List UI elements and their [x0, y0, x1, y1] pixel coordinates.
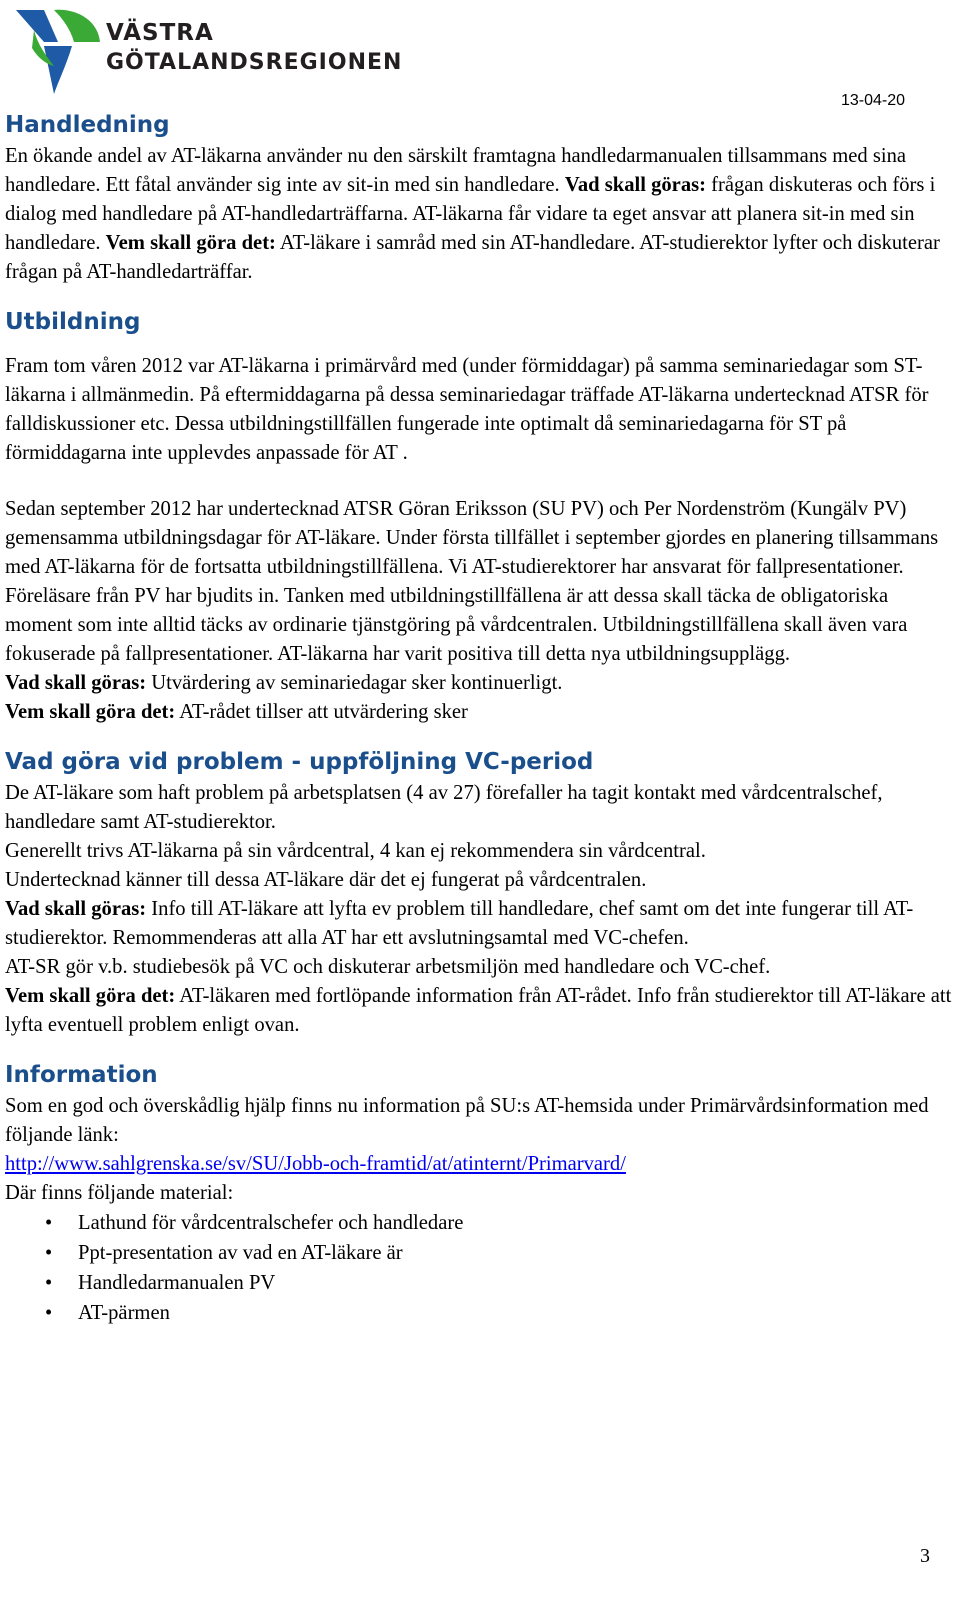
problem-todo-label: Vad skall göras: — [5, 898, 147, 920]
document-date: 13-04-20 — [840, 92, 905, 109]
logo-text-line1: VÄSTRA — [106, 20, 214, 46]
handledning-intro: En ökande andel av AT-läkarna använder nu den särskilt framtagna handledarmanualen tillsammans med sina handledare. Ett fåtal använder sig inte av sit-in med sin handledare. — [5, 145, 907, 196]
logo-text-line2: GÖTALANDSREGIONEN — [106, 50, 403, 75]
bullet-icon: • — [45, 1302, 53, 1324]
problem-who-label: Vem skall göra det: — [5, 985, 176, 1007]
section-title-information: Information — [5, 1062, 158, 1088]
list-item — [5, 1208, 960, 1238]
information-paragraph-2: Där finns följande material: — [5, 1182, 234, 1204]
problem-todo — [5, 895, 960, 953]
utbildning-who — [5, 698, 960, 727]
utbildning-who-label: Vem skall göra det: — [5, 701, 176, 723]
page-number: 3 — [920, 1545, 930, 1567]
problem-paragraph-2: Generellt trivs AT-läkarna på sin vårdcentral, 4 kan ej rekommendera sin vårdcentral. — [5, 840, 706, 862]
vgr-logo-mark-icon — [14, 6, 104, 98]
list-item — [5, 1298, 960, 1328]
problem-paragraph-1: De AT-läkare som haft problem på arbetsplatsen (4 av 27) förefaller ha tagit kontakt med vårdcentralschef, handledare samt AT-studierektor. — [5, 782, 883, 833]
list-item-text: Handledarmanualen PV — [78, 1272, 276, 1294]
utbildning-paragraph-1: Fram tom våren 2012 var AT-läkarna i primärvård med (under förmiddagar) på samma seminariedagar som ST-läkarna i allmänmedin. På eftermiddagarna på dessa seminariedagar träffade AT-läkarna undertecknad ATSR för falldiskussioner etc. Dessa utbildningstillfällen fungerade inte optimalt då seminariedagarna för ST på förmiddagarna inte upplevdes anpassade för AT . — [5, 355, 929, 464]
document-body — [5, 108, 960, 1328]
problem-who-text: AT-läkaren med fortlöpande information från AT-rådet. Info från studierektor till AT-läkare att lyfta eventuell problem enligt ovan. — [5, 985, 952, 1036]
problem-todo-text: Info till AT-läkare att lyfta ev problem till handledare, chef samt om det inte fungerar till AT-studierektor. Remommenderas att alla AT har ett avslutningsamtal med VC-chefen. — [5, 898, 914, 949]
list-item-text: Lathund för vårdcentralschefer och handledare — [78, 1212, 464, 1234]
list-item — [5, 1238, 960, 1268]
section-title-handledning: Handledning — [5, 112, 170, 138]
utbildning-todo — [5, 669, 960, 698]
material-list — [5, 1208, 960, 1328]
handledning-paragraph — [5, 142, 960, 287]
bullet-icon: • — [45, 1242, 53, 1264]
problem-paragraph-4: AT-SR gör v.b. studiebesök på VC och diskuterar arbetsmiljön med handledare och VC-chef. — [5, 956, 771, 978]
problem-paragraph-3: Undertecknad känner till dessa AT-läkare där det ej fungerat på vårdcentralen. — [5, 869, 647, 891]
vgr-logo — [14, 6, 414, 98]
handledning-who-label: Vem skall göra det: — [105, 232, 276, 254]
handledning-todo-label: Vad skall göras: — [564, 174, 706, 196]
utbildning-paragraph-2: Sedan september 2012 har undertecknad ATSR Göran Eriksson (SU PV) och Per Nordenström (Kungälv PV) gemensamma utbildningsdagar för AT-läkare. Under första tillfället i september gjordes en planering tillsammans med AT-läkarna för de fortsatta utbildningstillfällena. Vi AT-studierektorer har ansvarat för fallpresentationer. Föreläsare från PV har bjudits in. Tanken med utbildningstillfällena är att dessa skall täcka de obligatoriska moment som inte alltid täcks av ordinarie tjänstgöring på vårdcentralen. Utbildningstillfällena skall även vara fokuserade på fallpresentationer. AT-läkarna har varit positiva till detta nya utbildningsupplägg. — [5, 498, 939, 665]
information-paragraph-1: Som en god och överskådlig hjälp finns nu information på SU:s AT-hemsida under Primärvårdsinformation med följande länk: — [5, 1095, 929, 1146]
utbildning-todo-label: Vad skall göras: — [5, 672, 147, 694]
list-item-text: Ppt-presentation av vad en AT-läkare är — [78, 1242, 403, 1264]
utbildning-todo-text: Utvärdering av seminariedagar sker kontinuerligt. — [146, 672, 563, 694]
section-title-utbildning: Utbildning — [5, 309, 141, 335]
information-link-line — [5, 1150, 960, 1179]
list-item-text: AT-pärmen — [78, 1302, 170, 1324]
section-title-problem: Vad göra vid problem - uppföljning VC-period — [5, 749, 594, 775]
handledning-who-text: AT-läkare i samråd med sin AT-handledare. AT-studierektor lyfter och diskuterar frågan på AT-handledarträffar. — [5, 232, 940, 283]
handledning-todo-text: frågan diskuteras och förs i dialog med handledare på AT-handledarträffarna. AT-läkarna får vidare ta eget ansvar att planera sit-in med sin handledare. — [5, 174, 936, 254]
bullet-icon: • — [45, 1272, 53, 1294]
utbildning-who-text: AT-rådet tillser att utvärdering sker — [175, 701, 468, 723]
primarvard-link[interactable]: http://www.sahlgrenska.se/sv/SU/Jobb-och-framtid/at/atinternt/Primarvard/ — [5, 1153, 626, 1175]
list-item — [5, 1268, 960, 1298]
problem-who — [5, 982, 960, 1040]
bullet-icon: • — [45, 1212, 53, 1234]
